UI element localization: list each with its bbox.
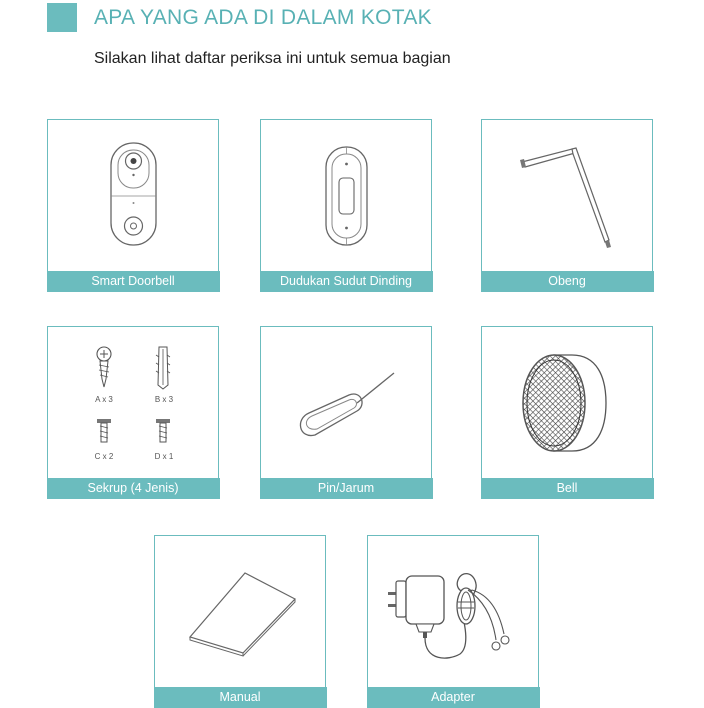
screw-d-icon (156, 419, 170, 442)
item-card-bell (481, 326, 653, 498)
item-label: Pin/Jarum (260, 478, 433, 499)
item-label: Adapter (367, 687, 540, 708)
bell-icon (482, 327, 651, 477)
item-label: Obeng (481, 271, 654, 292)
item-label: Bell (481, 478, 654, 499)
anchor-b-icon (156, 347, 170, 389)
hex-key-icon (482, 120, 651, 270)
screws-icon (48, 327, 217, 477)
screw-b-label: B x 3 (154, 395, 174, 404)
manual-icon (155, 536, 324, 686)
screw-d-label: D x 1 (154, 452, 174, 461)
item-card-smart-doorbell (47, 119, 219, 291)
item-card-screwdriver (481, 119, 653, 291)
title-accent-square (47, 3, 77, 32)
screw-a-label: A x 3 (95, 395, 113, 404)
adapter-icon (368, 536, 537, 686)
item-card-screws (47, 326, 219, 498)
item-card-adapter (367, 535, 539, 707)
doorbell-icon (48, 120, 217, 270)
item-card-pin (260, 326, 432, 498)
screw-c-label: C x 2 (94, 452, 114, 461)
wall-mount-icon (261, 120, 430, 270)
pin-icon (261, 327, 430, 477)
item-label: Manual (154, 687, 327, 708)
page-title: APA YANG ADA DI DALAM KOTAK (94, 6, 432, 29)
page-subtitle: Silakan lihat daftar periksa ini untuk semua bagian (94, 50, 451, 67)
item-label: Dudukan Sudut Dinding (260, 271, 433, 292)
item-card-wall-mount (260, 119, 432, 291)
item-label: Smart Doorbell (47, 271, 220, 292)
item-card-manual (154, 535, 326, 707)
screw-c-icon (97, 419, 111, 442)
screw-a-icon (97, 347, 111, 387)
item-label: Sekrup (4 Jenis) (47, 478, 220, 499)
